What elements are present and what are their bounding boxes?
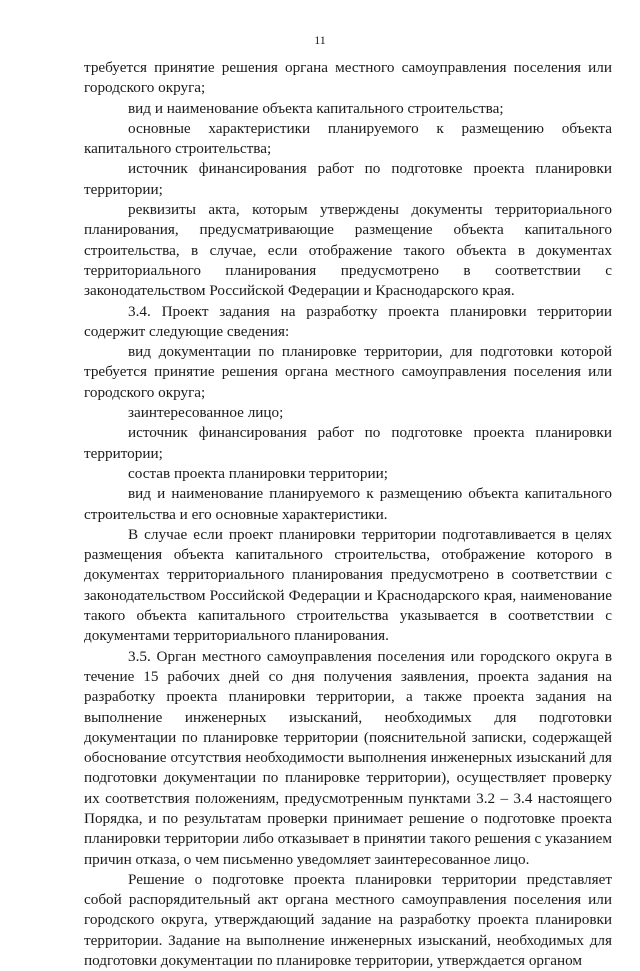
paragraph: основные характеристики планируемого к размещению объекта капитального строительства;: [84, 119, 612, 158]
paragraph: реквизиты акта, которым утверждены документы территориального планирования, предусматривающие размещение объекта капитального строительства, в случае, если отображение такого объекта в документах территориального планирования предусмотрено в соответствии с законодательством Российской Федерации и Краснодарского края.: [84, 201, 612, 300]
document-body: [84, 58, 612, 971]
paragraph: источник финансирования работ по подготовке проекта планировки территории;: [84, 424, 612, 462]
paragraph: 3.4. Проект задания на разработку проекта планировки территории содержит следующие сведения:: [84, 302, 612, 340]
paragraph: В случае если проект планировки территории подготавливается в целях размещения объекта капитального строительства, отображение которого в документах территориального планирования предусмотрено в соответствии с законодательством Российской Федерации и Краснодарского края, наименование такого объекта капитального строительства указывается в соответствии с документами территориального планирования.: [84, 525, 612, 645]
paragraph: 3.5. Орган местного самоуправления поселения или городского округа в течение 15 рабочих дней со дня получения заявления, проекта задания на разработку проекта планировки территории, а также проекта задания на выполнение инженерных изысканий, необходимых для подготовки документации по планировке территории (пояснительной записки, содержащей обоснование отсутствия необходимости выполнения инженерных изысканий для подготовки документации по планировке территории), осуществляет проверку их соответствия положениям, предусмотренным пунктами 3.2 – 3.4 настоящего Порядка, и по результатам проверки принимает решение о подготовке проекта планировки территории либо отказывает в принятии такого решения с указанием причин отказа, о чем письменно уведомляет заинтересованное лицо.: [84, 647, 612, 868]
paragraph: заинтересованное лицо;: [128, 404, 284, 422]
paragraph: Решение о подготовке проекта планировки территории представляет собой распорядительный акт органа местного самоуправления поселения или городского округа, утверждающий задание на разработку проекта планировки территории. Задание на выполнение инженерных изысканий, необходимых для подготовки документации по планировке территории, утверждается органом: [84, 870, 612, 970]
paragraph: вид и наименование планируемого к размещению объекта капитального строительства и его основные характеристики.: [84, 485, 612, 523]
page-number: 11: [314, 33, 326, 47]
paragraph: источник финансирования работ по подготовке проекта планировки территории;: [84, 160, 612, 198]
paragraph: вид документации по планировке территории, для подготовки которой требуется принятие решения органа местного самоуправления поселения или городского округа;: [84, 343, 612, 401]
paragraph: состав проекта планировки территории;: [128, 464, 388, 482]
paragraph: вид и наименование объекта капитального строительства;: [128, 99, 504, 117]
paragraph: требуется принятие решения органа местного самоуправления поселения или городского округа;: [84, 59, 612, 97]
